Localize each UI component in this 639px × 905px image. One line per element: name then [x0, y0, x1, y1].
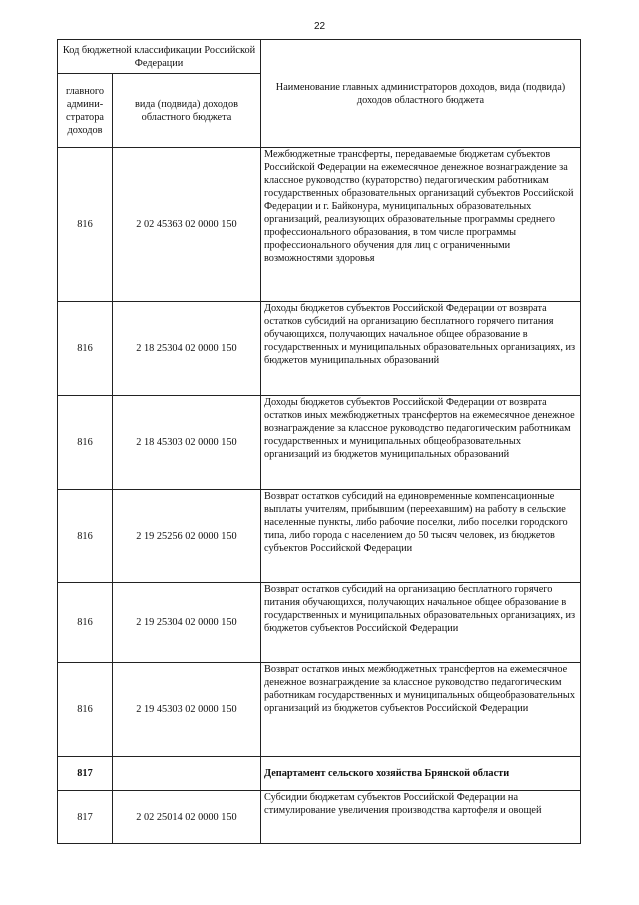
income-code-cell: 2 19 25304 02 0000 150 — [113, 583, 261, 663]
header-main-administrator: главного админи-стратора доходов — [58, 74, 113, 148]
income-code-cell: 2 18 45303 02 0000 150 — [113, 396, 261, 490]
income-code-cell: 2 02 45363 02 0000 150 — [113, 148, 261, 302]
income-code-cell: 2 18 25304 02 0000 150 — [113, 302, 261, 396]
income-code-cell: 2 02 25014 02 0000 150 — [113, 791, 261, 844]
administrator-code-cell: 817 — [58, 791, 113, 844]
description-cell: Субсидии бюджетам субъектов Российской Федерации на стимулирование увеличения производства картофеля и овощей — [261, 791, 581, 844]
table-row — [58, 791, 581, 844]
department-row — [58, 757, 581, 791]
description-cell: Департамент сельского хозяйства Брянской области — [261, 757, 581, 791]
administrator-code-cell: 816 — [58, 490, 113, 583]
administrator-code-cell: 816 — [58, 302, 113, 396]
table-row — [58, 396, 581, 490]
administrator-code-cell: 817 — [58, 757, 113, 791]
administrator-code-cell: 816 — [58, 583, 113, 663]
header-classification-group: Код бюджетной классификации Российской Федерации — [58, 40, 261, 74]
page-number: 22 — [313, 21, 326, 32]
budget-classification-table — [57, 39, 581, 844]
table-row — [58, 490, 581, 583]
description-cell: Возврат остатков иных межбюджетных трансфертов на ежемесячное денежное вознаграждение за классное руководство педагогическим работникам государственных и муниципальных общеобразовательных организаций из бюджетов субъектов Российской Федерации — [261, 663, 581, 757]
income-code-cell: 2 19 25256 02 0000 150 — [113, 490, 261, 583]
description-cell: Доходы бюджетов субъектов Российской Федерации от возврата остатков субсидий на организацию бесплатного горячего питания обучающихся, получающих начальное общее образование в государственных и муниципальных образовательных организациях, из бюджетов муниципальных образований — [261, 302, 581, 396]
table-header — [58, 40, 581, 148]
description-cell: Возврат остатков субсидий на единовременные компенсационные выплаты учителям, прибывшим (переехавшим) на работу в сельские населенные пункты, либо рабочие поселки, либо поселки городского типа, либо города с населением до 50 тысяч человек, из бюджетов субъектов Российской Федерации — [261, 490, 581, 583]
header-administrator-name: Наименование главных администраторов доходов, вида (подвида) доходов областного бюджета — [261, 40, 581, 148]
administrator-code-cell: 816 — [58, 663, 113, 757]
income-code-cell: 2 19 45303 02 0000 150 — [113, 663, 261, 757]
description-cell: Межбюджетные трансферты, передаваемые бюджетам субъектов Российской Федерации на ежемесячное денежное вознаграждение за классное руководство (кураторство) педагогическим работникам государственных образовательных организаций субъектов Российской Федерации и г. Байконура, муниципальных образовательных организаций, реализующих образовательные программы среднего профессионального образования, в том числе программы профессионального обучения для лиц с ограниченными возможностями здоровья — [261, 148, 581, 302]
administrator-code-cell: 816 — [58, 148, 113, 302]
table-row — [58, 583, 581, 663]
income-code-cell — [113, 757, 261, 791]
description-cell: Доходы бюджетов субъектов Российской Федерации от возврата остатков иных межбюджетных трансфертов на ежемесячное денежное вознаграждение за классное руководство педагогическим работникам государственных и муниципальных общеобразовательных организаций из бюджетов муниципальных образований — [261, 396, 581, 490]
header-income-type: вида (подвида) доходов областного бюджета — [113, 74, 261, 148]
administrator-code-cell: 816 — [58, 396, 113, 490]
table-row — [58, 663, 581, 757]
table-row — [58, 302, 581, 396]
table-row — [58, 148, 581, 302]
table-body — [58, 148, 581, 844]
description-cell: Возврат остатков субсидий на организацию бесплатного горячего питания обучающихся, получающих начальное общее образование в государственных и муниципальных образовательных организациях, из бюджетов субъектов Российской Федерации — [261, 583, 581, 663]
